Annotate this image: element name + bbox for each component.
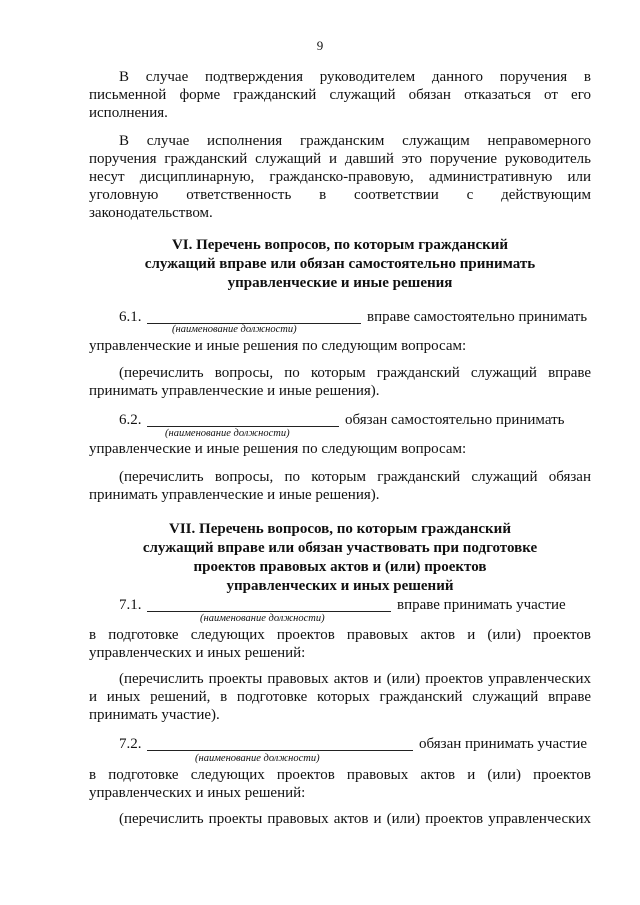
item-continuation: управленческие и иные решения по следующим вопросам: — [89, 338, 467, 354]
item-tail: обязан самостоятельно принимать — [345, 412, 565, 428]
item-7-1-line — [89, 596, 591, 614]
position-caption: (наименование должности) — [172, 324, 297, 335]
paragraph-confirmation: В случае подтверждения руководителем данного поручения в письменной форме гражданский служащий обязан отказаться от его исполнения. — [89, 69, 591, 121]
position-blank — [147, 735, 413, 751]
item-continuation: управленческие и иные решения по следующим вопросам: — [89, 441, 467, 457]
item-tail: вправе самостоятельно принимать — [367, 309, 588, 325]
item-note: (перечислить вопросы, по которым гражданский служащий обязан принимать управленческие и иные решения). — [89, 469, 591, 503]
item-number: 6.1. — [119, 309, 142, 325]
item-tail: вправе принимать участие — [397, 597, 566, 613]
item-number: 7.1. — [119, 597, 142, 613]
heading-line: служащий вправе или обязан участвовать при подготовке — [142, 540, 538, 556]
position-blank — [147, 411, 339, 427]
item-tail: обязан принимать участие — [419, 736, 588, 752]
item-6-2-line — [89, 411, 591, 429]
paragraph-liability: В случае исполнения гражданским служащим неправомерного поручения гражданский служащий и давший это поручение руководитель несут дисциплинарную, гражданско-правовую, административную или уголовную ответственность в соответствии с действующим законодательством. — [89, 133, 591, 221]
position-caption: (наименование должности) — [195, 753, 320, 764]
item-continuation: в подготовке следующих проектов правовых актов и (или) проектов управленческих и иных решений: — [89, 627, 591, 661]
heading-line: VI. Перечень вопросов, по которым гражданский — [171, 237, 509, 253]
item-note: (перечислить проекты правовых актов и (или) проектов управленческих — [119, 811, 591, 827]
item-7-2-line — [89, 735, 591, 753]
item-continuation: в подготовке следующих проектов правовых актов и (или) проектов управленческих и иных решений: — [89, 767, 591, 801]
position-caption: (наименование должности) — [200, 613, 325, 624]
position-caption: (наименование должности) — [165, 428, 290, 439]
heading-line: служащий вправе или обязан самостоятельно принимать — [144, 256, 536, 272]
heading-line: управленческих и иных решений — [226, 578, 454, 594]
item-note: (перечислить вопросы, по которым гражданский служащий вправе принимать управленческие и иные решения). — [89, 365, 591, 399]
item-6-1-line — [89, 308, 591, 326]
position-blank — [147, 596, 391, 612]
item-note: (перечислить проекты правовых актов и (или) проектов управленческих и иных решений, в подготовке которых гражданский служащий вправе принимать участие). — [89, 671, 591, 723]
page-number: 9 — [316, 38, 324, 53]
heading-line: VII. Перечень вопросов, по которым гражданский — [169, 521, 511, 537]
position-blank — [147, 308, 361, 324]
heading-line: проектов правовых актов и (или) проектов — [193, 559, 487, 575]
item-number: 6.2. — [119, 412, 142, 428]
heading-line: управленческие и иные решения — [227, 275, 453, 291]
item-number: 7.2. — [119, 736, 142, 752]
